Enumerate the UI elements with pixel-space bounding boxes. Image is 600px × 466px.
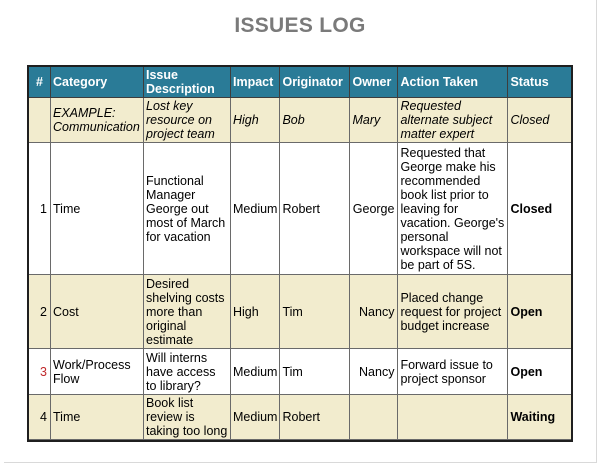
row-owner: Nancy (350, 275, 398, 349)
row-action: Forward issue to project sponsor (398, 349, 508, 395)
row-category: Work/Process Flow (51, 349, 144, 395)
page-title: ISSUES LOG (234, 14, 366, 37)
row-status: Waiting (508, 395, 572, 440)
row-description: Functional Manager George out most of March for vacation (144, 143, 231, 275)
row-description: Desired shelving costs more than original estimate (144, 275, 231, 349)
row-category: Time (51, 143, 144, 275)
example-impact: High (231, 98, 280, 143)
table-row (29, 349, 572, 395)
row-category: Time (51, 395, 144, 440)
header-issue-description: Issue Description (144, 67, 231, 98)
row-impact: Medium (231, 349, 280, 395)
header-owner: Owner (350, 67, 398, 98)
header-status: Status (508, 67, 572, 98)
example-owner: Mary (350, 98, 398, 143)
row-number: 1 (29, 143, 51, 275)
example-originator: Bob (280, 98, 350, 143)
table-row (29, 143, 572, 275)
header-action-taken: Action Taken (398, 67, 508, 98)
table-row (29, 395, 572, 440)
row-originator: Robert (280, 395, 350, 440)
row-impact: High (231, 275, 280, 349)
header-originator: Originator (280, 67, 350, 98)
row-owner: Nancy (350, 349, 398, 395)
row-description: Book list review is taking too long (144, 395, 231, 440)
header-impact: Impact (231, 67, 280, 98)
header-number: # (29, 67, 51, 98)
row-originator: Tim (280, 349, 350, 395)
issues-table (28, 66, 572, 440)
row-owner: George (350, 143, 398, 275)
row-status: Closed (508, 143, 572, 275)
row-action (398, 395, 508, 440)
example-category: EXAMPLE: Communication (51, 98, 144, 143)
row-action: Requested that George make his recommended book list prior to leaving for vacation. George's personal workspace will not be part of 5S. (398, 143, 508, 275)
row-impact: Medium (231, 395, 280, 440)
row-action: Placed change request for project budget increase (398, 275, 508, 349)
row-originator: Tim (280, 275, 350, 349)
row-originator: Robert (280, 143, 350, 275)
example-number (29, 98, 51, 143)
header-category: Category (51, 67, 144, 98)
row-status: Open (508, 349, 572, 395)
row-impact: Medium (231, 143, 280, 275)
table-row (29, 275, 572, 349)
example-action: Requested alternate subject matter expert (398, 98, 508, 143)
row-description: Will interns have access to library? (144, 349, 231, 395)
header-row (29, 67, 572, 98)
row-number: 4 (29, 395, 51, 440)
example-description: Lost key resource on project team (144, 98, 231, 143)
row-owner (350, 395, 398, 440)
row-status: Open (508, 275, 572, 349)
example-row (29, 98, 572, 143)
example-status: Closed (508, 98, 572, 143)
row-number: 3 (29, 349, 51, 395)
row-number: 2 (29, 275, 51, 349)
row-category: Cost (51, 275, 144, 349)
